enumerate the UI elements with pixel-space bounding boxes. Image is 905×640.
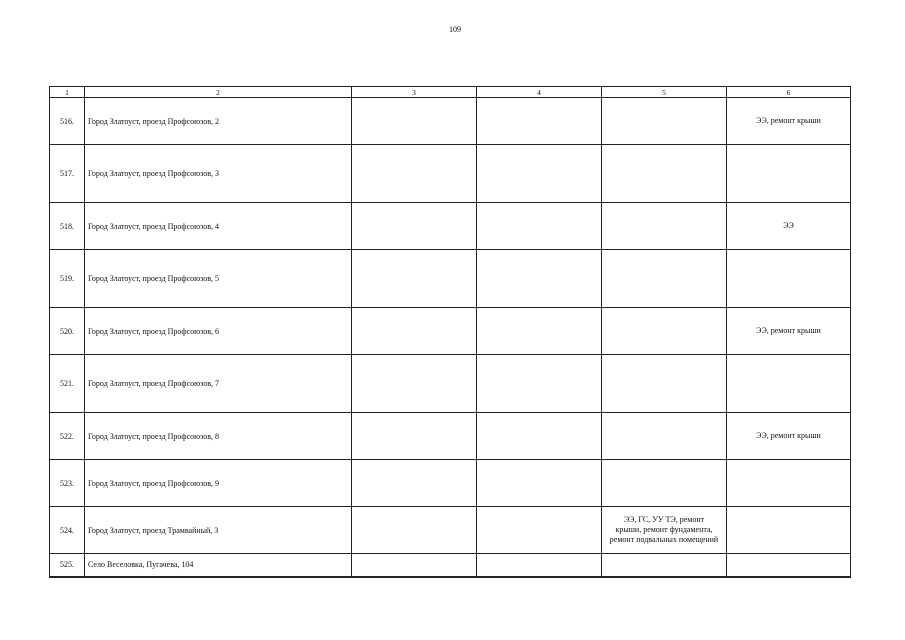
row-cell-6 bbox=[727, 507, 851, 554]
row-cell-6: ЭЭ, ремонт крыши bbox=[727, 98, 851, 145]
column-header: 2 bbox=[85, 87, 352, 98]
table-row bbox=[50, 145, 851, 203]
row-cell-6 bbox=[727, 145, 851, 203]
column-header: 3 bbox=[352, 87, 477, 98]
row-number: 524. bbox=[50, 507, 85, 554]
row-address: Город Златоуст, проезд Профсоюзов, 8 bbox=[85, 413, 352, 460]
row-number: 525. bbox=[50, 554, 85, 577]
row-address: Город Златоуст, проезд Профсоюзов, 9 bbox=[85, 460, 352, 507]
row-address: Город Златоуст, проезд Профсоюзов, 2 bbox=[85, 98, 352, 145]
row-cell-5 bbox=[602, 554, 727, 577]
row-address: Город Златоуст, проезд Трамвайный, 3 bbox=[85, 507, 352, 554]
table-row bbox=[50, 507, 851, 554]
table-header-row bbox=[50, 87, 851, 98]
row-cell-3 bbox=[352, 145, 477, 203]
table-row bbox=[50, 308, 851, 355]
row-address: Город Златоуст, проезд Профсоюзов, 4 bbox=[85, 203, 352, 250]
row-address: Город Златоуст, проезд Профсоюзов, 7 bbox=[85, 355, 352, 413]
row-cell-6: ЭЭ, ремонт крыши bbox=[727, 308, 851, 355]
row-address: Город Златоуст, проезд Профсоюзов, 6 bbox=[85, 308, 352, 355]
row-number: 516. bbox=[50, 98, 85, 145]
row-address: Город Златоуст, проезд Профсоюзов, 5 bbox=[85, 250, 352, 308]
row-cell-3 bbox=[352, 507, 477, 554]
row-cell-4 bbox=[477, 145, 602, 203]
row-cell-6 bbox=[727, 460, 851, 507]
row-cell-3 bbox=[352, 413, 477, 460]
row-number: 517. bbox=[50, 145, 85, 203]
table-row bbox=[50, 413, 851, 460]
row-cell-4 bbox=[477, 98, 602, 145]
row-cell-3 bbox=[352, 308, 477, 355]
row-number: 521. bbox=[50, 355, 85, 413]
row-cell-4 bbox=[477, 355, 602, 413]
row-cell-4 bbox=[477, 507, 602, 554]
row-cell-5-line: ЭЭ, ГС, УУ ТЭ, ремонт bbox=[623, 515, 705, 524]
column-header: 5 bbox=[602, 87, 727, 98]
row-cell-3 bbox=[352, 250, 477, 308]
row-cell-6: ЭЭ, ремонт крыши bbox=[727, 413, 851, 460]
row-cell-5-line: ремонт подвальных помещений bbox=[609, 535, 719, 544]
row-cell-5 bbox=[602, 308, 727, 355]
row-cell-3 bbox=[352, 554, 477, 577]
row-address: Село Веселовка, Пугачева, 104 bbox=[85, 554, 352, 577]
table-row bbox=[50, 98, 851, 145]
data-table bbox=[49, 86, 851, 578]
row-cell-5 bbox=[602, 250, 727, 308]
row-number: 519. bbox=[50, 250, 85, 308]
row-cell-3 bbox=[352, 98, 477, 145]
table-row bbox=[50, 203, 851, 250]
row-cell-5 bbox=[602, 145, 727, 203]
row-number: 522. bbox=[50, 413, 85, 460]
row-cell-6 bbox=[727, 554, 851, 577]
column-header: 4 bbox=[477, 87, 602, 98]
row-cell-4 bbox=[477, 554, 602, 577]
row-cell-4 bbox=[477, 203, 602, 250]
row-cell-5-line: крыши, ремонт фундамента, bbox=[615, 525, 713, 534]
row-cell-6 bbox=[727, 355, 851, 413]
row-number: 518. bbox=[50, 203, 85, 250]
row-cell-4 bbox=[477, 413, 602, 460]
row-cell-4 bbox=[477, 308, 602, 355]
table-row bbox=[50, 250, 851, 308]
row-cell-4 bbox=[477, 250, 602, 308]
column-header: 6 bbox=[727, 87, 851, 98]
row-cell-6 bbox=[727, 250, 851, 308]
page-number: 109 bbox=[449, 25, 461, 34]
row-cell-6: ЭЭ bbox=[727, 203, 851, 250]
table-row bbox=[50, 355, 851, 413]
row-number: 523. bbox=[50, 460, 85, 507]
row-cell-3 bbox=[352, 203, 477, 250]
table-row bbox=[50, 460, 851, 507]
row-number: 520. bbox=[50, 308, 85, 355]
row-cell-5 bbox=[602, 355, 727, 413]
table-row bbox=[50, 554, 851, 577]
row-cell-5 bbox=[602, 507, 727, 554]
row-cell-5 bbox=[602, 203, 727, 250]
row-cell-3 bbox=[352, 355, 477, 413]
row-cell-4 bbox=[477, 460, 602, 507]
row-cell-5 bbox=[602, 460, 727, 507]
row-cell-3 bbox=[352, 460, 477, 507]
row-cell-5 bbox=[602, 413, 727, 460]
column-header: 1 bbox=[50, 87, 85, 98]
row-address: Город Златоуст, проезд Профсоюзов, 3 bbox=[85, 145, 352, 203]
row-cell-5 bbox=[602, 98, 727, 145]
